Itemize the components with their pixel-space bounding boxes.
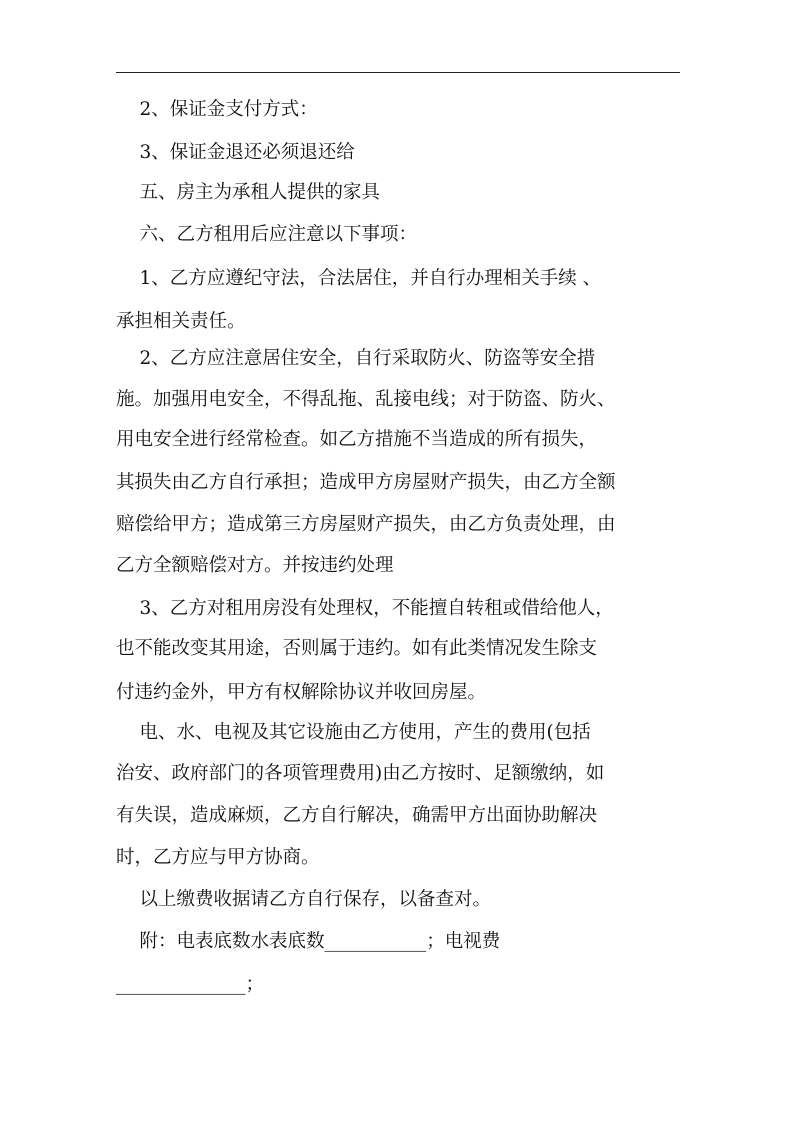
paragraph-line: 有失误，造成麻烦，乙方自行解决，确需甲方出面协助解决: [116, 805, 598, 826]
header-rule: [116, 72, 680, 73]
paragraph-line: 治安、政府部门的各项管理费用)由乙方按时、足额缴纳，如: [116, 763, 605, 784]
paragraph-line: 其损失由乙方自行承担；造成甲方房屋财产损失，由乙方全额: [116, 472, 616, 493]
paragraph-line: 附：电表底数水表底数___________；电视费: [116, 931, 501, 952]
paragraph-line: 六、乙方租用后应注意以下事项：: [116, 224, 418, 245]
paragraph-line: 五、房主为承租人提供的家具: [116, 182, 381, 203]
paragraph-line: 时，乙方应与甲方协商。: [116, 847, 320, 868]
paragraph-line: 2、乙方应注意居住安全，自行采取防火、防盗等安全措: [116, 348, 596, 369]
paragraph-line: 2、保证金支付方式：: [116, 99, 318, 120]
paragraph-line: 以上缴费收据请乙方自行保存，以备查对。: [116, 889, 492, 910]
paragraph-line: 3、乙方对租用房没有处理权，不能擅自转租或借给他人，: [116, 598, 614, 619]
paragraph-line: 1、乙方应遵纪守法，合法居住，并自行办理相关手续 、: [116, 268, 602, 289]
paragraph-line: 乙方全额赔偿对方。并按违约处理: [116, 555, 394, 576]
paragraph-line: 3、保证金退还必须退还给: [116, 142, 355, 163]
paragraph-line: 电、水、电视及其它设施由乙方使用，产生的费用(包括: [116, 722, 591, 743]
paragraph-line: 施。加强用电安全，不得乱拖、乱接电线；对于防盗、防火、: [116, 389, 616, 410]
paragraph-line: 赔偿给甲方；造成第三方房屋财产损失，由乙方负责处理，由: [116, 514, 616, 535]
paragraph-line: 用电安全进行经常检查。如乙方措施不当造成的所有损失，: [116, 429, 598, 450]
paragraph-line: 也不能改变其用途，否则属于违约。如有此类情况发生除支: [116, 638, 598, 659]
paragraph-line: ______________；: [116, 974, 265, 995]
paragraph-line: 承担相关责任。: [116, 311, 246, 332]
paragraph-line: 付违约金外，甲方有权解除协议并收回房屋。: [116, 682, 487, 703]
